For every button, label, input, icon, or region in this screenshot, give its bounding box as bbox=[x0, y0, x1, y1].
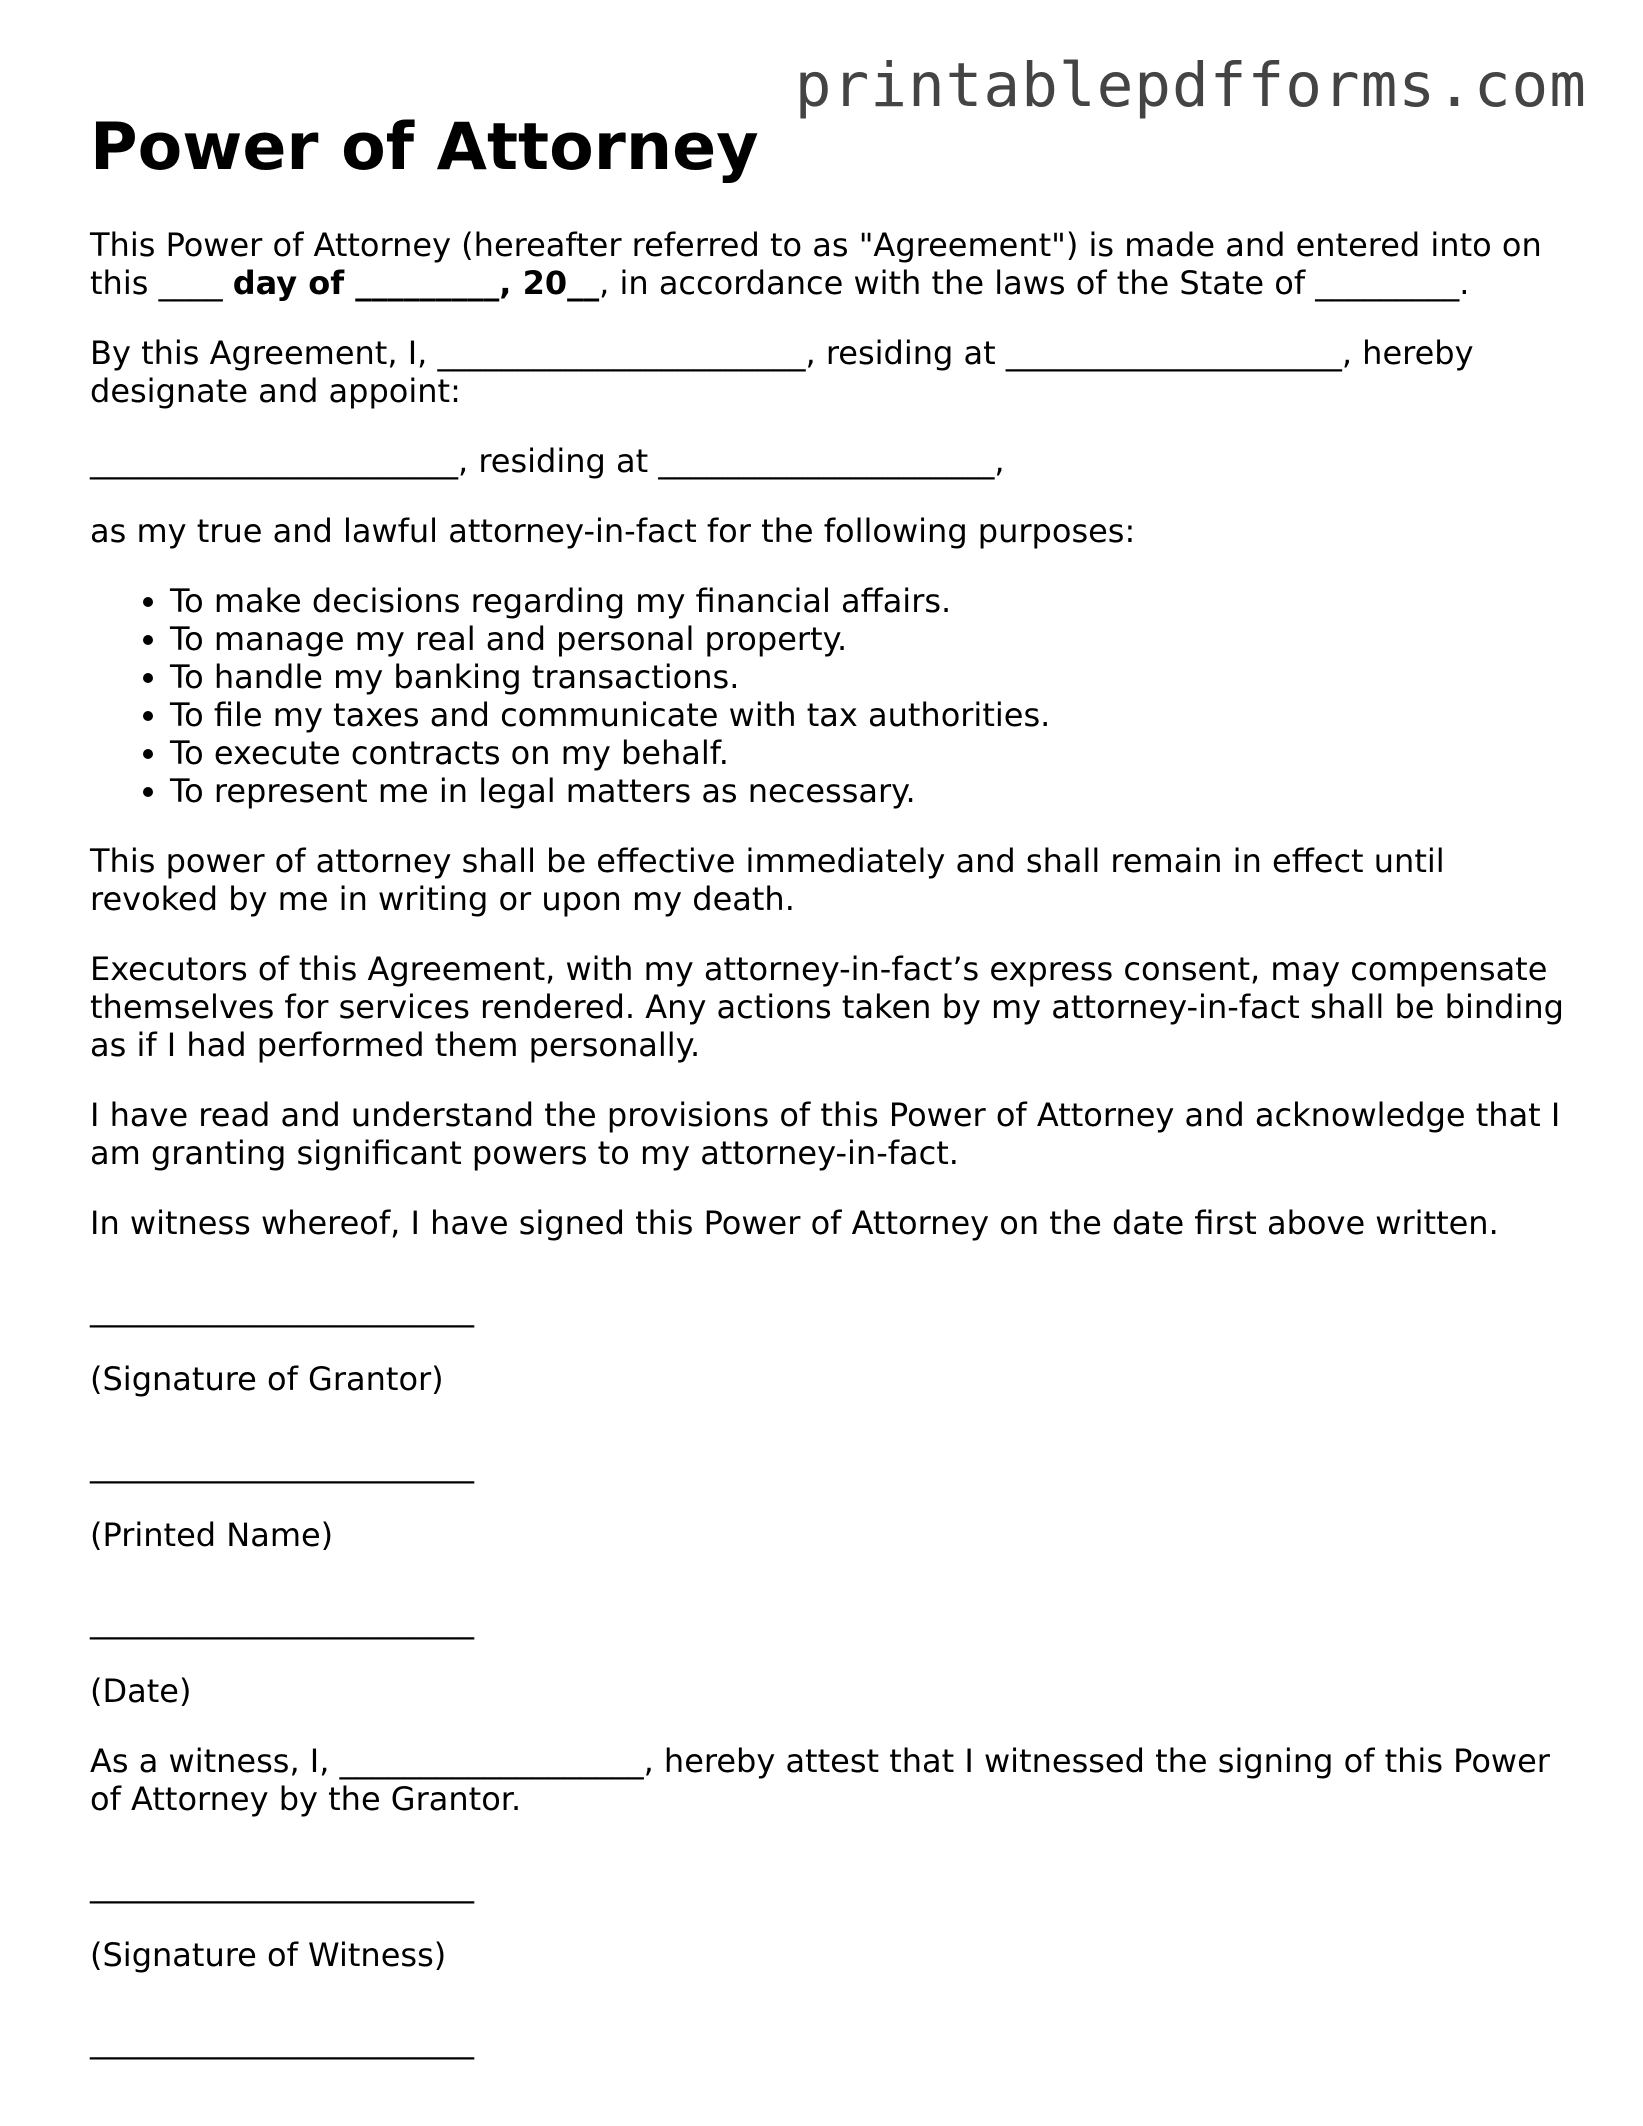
list-item: • To handle my banking transactions. bbox=[170, 658, 1570, 696]
final-blank: ________________________ bbox=[90, 2021, 474, 2060]
document-title: Power of Attorney bbox=[90, 110, 759, 185]
watermark: printablepdfforms.com bbox=[794, 50, 1587, 121]
witness-signature-blank: ________________________ bbox=[90, 1865, 474, 1904]
document-body bbox=[90, 112, 1570, 2092]
intro-text-2: , in accordance with the laws of the State of _________. bbox=[599, 263, 1470, 302]
grantor-signature-label: (Signature of Grantor) bbox=[90, 1359, 444, 1398]
date-blank: ________________________ bbox=[90, 1601, 474, 1640]
purposes-list bbox=[90, 582, 1570, 810]
date-label: (Date) bbox=[90, 1671, 192, 1710]
witness-attest-paragraph: As a witness, I, ___________________, hereby attest that I witnessed the signing of this Power of Attorney by the Grantor. bbox=[90, 1741, 1550, 1818]
grantor-signature-blank: ________________________ bbox=[90, 1289, 474, 1328]
list-item: • To execute contracts on my behalf. bbox=[170, 734, 1570, 772]
list-item: • To manage my real and personal property. bbox=[170, 620, 1570, 658]
intro-paragraph bbox=[90, 226, 1570, 302]
list-item: • To file my taxes and communicate with tax authorities. bbox=[170, 696, 1570, 734]
list-item: • To represent me in legal matters as necessary. bbox=[170, 772, 1570, 810]
printed-name-label: (Printed Name) bbox=[90, 1515, 334, 1554]
printed-name-blank: ________________________ bbox=[90, 1445, 474, 1484]
witness-signature-label: (Signature of Witness) bbox=[90, 1935, 447, 1974]
effective-paragraph: This power of attorney shall be effective immediately and shall remain in effect until revoked by me in writing or upon my death. bbox=[90, 841, 1445, 918]
witness-clause: In witness whereof, I have signed this Power of Attorney on the date first above written. bbox=[90, 1203, 1499, 1242]
list-item: • To make decisions regarding my financial affairs. bbox=[170, 582, 1570, 620]
intro-text-1: This Power of Attorney (hereafter referred to as "Agreement") is made and entered into on this ____ bbox=[90, 225, 1542, 302]
intro-date-blank: day of _________, 20__ bbox=[232, 263, 600, 302]
executors-paragraph: Executors of this Agreement, with my attorney-in-fact’s express consent, may compensate themselves for services rendered. Any actions taken by my attorney-in-fact shall be binding as if I had performed them personally. bbox=[90, 949, 1564, 1064]
agent-line: _______________________, residing at _____________________, bbox=[90, 441, 1005, 480]
designation-paragraph: By this Agreement, I, _______________________, residing at _____________________, hereby designate and appoint: bbox=[90, 333, 1474, 410]
acknowledge-paragraph: I have read and understand the provisions of this Power of Attorney and acknowledge that I am granting significant powers to my attorney-in-fact. bbox=[90, 1095, 1561, 1172]
purposes-intro: as my true and lawful attorney-in-fact for the following purposes: bbox=[90, 511, 1136, 550]
